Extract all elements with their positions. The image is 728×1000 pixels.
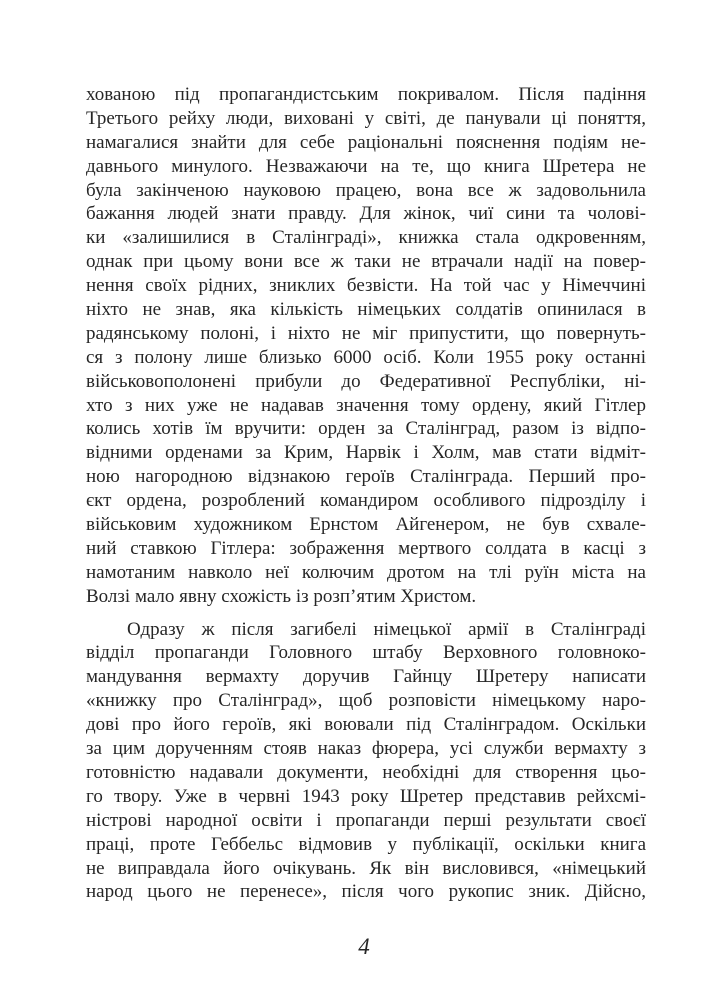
text-line: давнього минулого. Незважаючи на те, що книга Шретера не [86, 155, 646, 177]
text-line: дові про його героїв, які воювали під Сталінградом. Оскільки [86, 714, 646, 736]
text-line: хованою під пропагандистським покривалом. Після падіння [86, 84, 646, 105]
text-line: ною нагородною відзнакою героїв Сталінграда. Перший про- [86, 466, 646, 488]
text-line: Третього рейху люди, виховані у світі, де панували ці поняття, [86, 107, 646, 129]
text-line: відділ пропаганди Головного штабу Верховного головноко- [86, 642, 646, 664]
text-line: мандування вермахту доручив Гайнцу Шретеру написати [86, 666, 646, 688]
text-line: го твору. Уже в червні 1943 року Шретер представив рейхсмі- [86, 785, 646, 807]
text-line: військовополонені прибули до Федеративної Республіки, ні- [86, 370, 646, 392]
text-line: однак при цьому вони все ж таки не втрачали надії на повер- [86, 251, 646, 273]
text-line: нення своїх рідних, зниклих безвісти. На той час у Німеччині [86, 275, 646, 297]
text-line: намотаним навколо неї колючим дротом на тлі руїн міста на [86, 561, 646, 583]
page-text-block [86, 83, 646, 904]
paragraph-new [86, 618, 646, 905]
text-line: готовністю надавали документи, необхідні для створення цьо- [86, 761, 646, 783]
text-line: ки «залишилися в Сталінграді», книжка стала одкровенням, [86, 227, 646, 249]
text-line: відними орденами за Крим, Нарвік і Холм, мав стати відміт- [86, 442, 646, 464]
text-line: ністрові народної освіти і пропаганди перші результати своєї [86, 809, 646, 831]
text-line: не виправдала його очікувань. Як він висловився, «німецький [86, 857, 646, 879]
text-line: праці, проте Геббельс відмовив у публікації, оскільки книга [86, 833, 646, 855]
text-line: колись хотів їм вручити: орден за Сталінград, разом із відпо- [86, 418, 646, 440]
text-line: ний ставкою Гітлера: зображення мертвого солдата в касці з [86, 537, 646, 559]
text-line: була закінченою науковою працею, вона все ж задовольнила [86, 179, 646, 201]
text-line: Одразу ж після загибелі німецької армії в Сталінграді [127, 618, 646, 640]
text-line: ся з полону лише близько 6000 осіб. Коли 1955 року останні [86, 346, 646, 368]
text-line: військовим художником Ернстом Айгенером, не був схвале- [86, 514, 646, 536]
text-line: ніхто не знав, яка кількість німецьких солдатів опинилася в [86, 299, 646, 321]
text-line: народ цього не перенесе», після чого рукопис зник. Дійсно, [86, 881, 646, 903]
text-line: за цим дорученням стояв наказ фюрера, усі служби вермахту з [86, 738, 646, 760]
paragraph-continuation [86, 83, 646, 609]
text-line: єкт ордена, розроблений командиром особливого підрозділу і [86, 490, 646, 512]
page-number: 4 [358, 934, 370, 959]
text-line: намагалися знайти для себе раціональні пояснення подіям не- [86, 131, 646, 153]
text-line: хто з них уже не надавав значення тому ордену, який Гітлер [86, 394, 646, 416]
text-line: бажання людей знати правду. Для жінок, чиї сини та чолові- [86, 203, 646, 225]
text-line: «книжку про Сталінград», щоб розповісти німецькому наро- [86, 690, 646, 712]
text-line: Волзі мало явну схожість із розп’ятим Христом. [86, 585, 477, 607]
text-line: радянському полоні, і ніхто не міг припустити, що повернуть- [86, 322, 646, 344]
